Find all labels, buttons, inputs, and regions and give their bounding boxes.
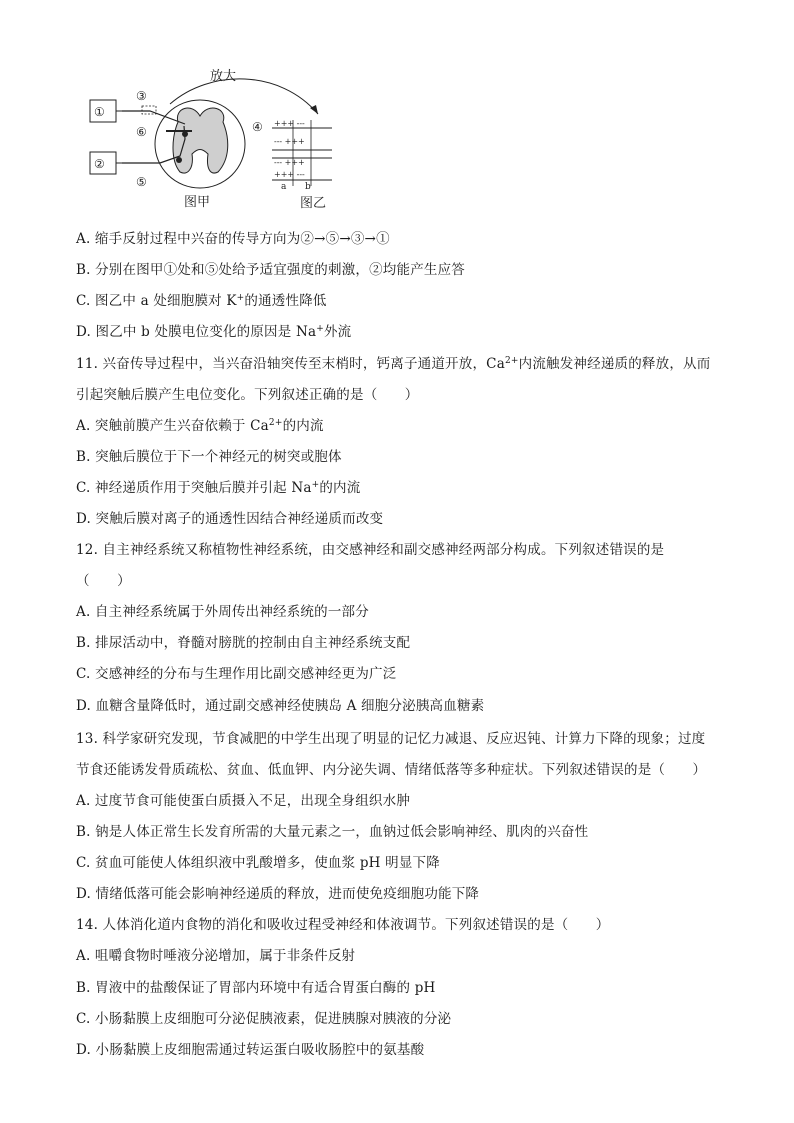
q14-stem: 14. 人体消化道内食物的消化和吸收过程受神经和体液调节。下列叙述错误的是（ ） <box>76 917 610 933</box>
caption-jia: 图甲 <box>184 195 211 210</box>
q10-option-a: A. 缩手反射过程中兴奋的传导方向为②→⑤→③→① <box>76 231 390 247</box>
q12-option-d: D. 血糖含量降低时，通过副交感神经使胰岛 A 细胞分泌胰高血糖素 <box>76 698 485 714</box>
q13-option-a: A. 过度节食可能使蛋白质摄入不足，出现全身组织水肿 <box>76 793 411 809</box>
q13-stem-line2: 节食还能诱发骨质疏松、贫血、低血钾、内分泌失调、情绪低落等多种症状。下列叙述错误的是（ ） <box>76 762 707 778</box>
marker-5: ⑤ <box>136 175 147 189</box>
figure-svg <box>80 64 380 214</box>
q10-option-b: B. 分别在图甲①处和⑤处给予适宜强度的刺激，②均能产生应答 <box>76 262 466 278</box>
reflex-arc-figure <box>80 64 380 214</box>
marker-2: ② <box>94 157 105 171</box>
q12-stem-line2: （ ） <box>76 573 131 589</box>
marker-1: ① <box>94 105 105 119</box>
q12-option-a: A. 自主神经系统属于外周传出神经系统的一部分 <box>76 604 369 620</box>
q12-option-c: C. 交感神经的分布与生理作用比副交感神经更为广泛 <box>76 666 397 682</box>
svg-text:--- +++: --- +++ <box>274 158 305 167</box>
q11-option-a: A. 突触前膜产生兴奋依赖于 $Ca^{2+}$的内流 <box>76 418 324 434</box>
top-label: 放大 <box>210 69 237 84</box>
q13-option-d: D. 情绪低落可能会影响神经递质的释放，进而使免疫细胞功能下降 <box>76 886 480 902</box>
marker-6: ⑥ <box>136 125 147 139</box>
q10-option-d: D. 图乙中 b 处膜电位变化的原因是 Na+外流 <box>76 324 352 340</box>
svg-text:--- +++: --- +++ <box>274 137 305 146</box>
q13-option-b: B. 钠是人体正常生长发育所需的大量元素之一，血钠过低会影响神经、肌肉的兴奋性 <box>76 824 589 840</box>
q11-stem-line2: 引起突触后膜产生电位变化。下列叙述正确的是（ ） <box>76 387 419 403</box>
q11-option-b: B. 突触后膜位于下一个神经元的树突或胞体 <box>76 449 342 465</box>
q14-option-a: A. 咀嚼食物时唾液分泌增加，属于非条件反射 <box>76 948 356 964</box>
q12-stem-line1: 12. 自主神经系统又称植物性神经系统，由交感神经和副交感神经两部分构成。下列叙述错误的是 <box>76 542 665 558</box>
q12-option-b: B. 排尿活动中，脊髓对膀胱的控制由自主神经系统支配 <box>76 635 411 651</box>
q14-option-c: C. 小肠黏膜上皮细胞可分泌促胰液素，促进胰腺对胰液的分泌 <box>76 1011 452 1027</box>
q14-option-d: D. 小肠黏膜上皮细胞需通过转运蛋白吸收肠腔中的氨基酸 <box>76 1042 425 1058</box>
caption-yi: 图乙 <box>300 196 327 211</box>
q10-option-c: C. 图乙中 a 处细胞膜对 K+的通透性降低 <box>76 293 327 309</box>
membrane-diagram <box>272 119 332 192</box>
q13-option-c: C. 贫血可能使人体组织液中乳酸增多，使血浆 pH 明显下降 <box>76 855 440 871</box>
q13-stem-line1: 13. 科学家研究发现，节食减肥的中学生出现了明显的记忆力减退、反应迟钝、计算力下降的现象；过度 <box>76 731 706 747</box>
marker-4: ④ <box>252 120 263 134</box>
q11-stem-line1: 11. 兴奋传导过程中，当兴奋沿轴突传至末梢时，钙离子通道开放，$Ca^{2+}$内流触发神经递质的释放，从而 <box>76 356 711 372</box>
label-b: b <box>305 182 311 192</box>
q11-option-c: C. 神经递质作用于突触后膜并引起 Na+的内流 <box>76 480 361 496</box>
svg-text:+++ ---: +++ --- <box>274 170 305 179</box>
label-a: a <box>281 182 287 192</box>
q11-option-d: D. 突触后膜对离子的通透性因结合神经递质而改变 <box>76 511 384 527</box>
q14-option-b: B. 胃液中的盐酸保证了胃部内环境中有适合胃蛋白酶的 pH <box>76 980 436 996</box>
marker-3: ③ <box>136 89 147 103</box>
svg-text:+++ ---: +++ --- <box>274 119 305 128</box>
